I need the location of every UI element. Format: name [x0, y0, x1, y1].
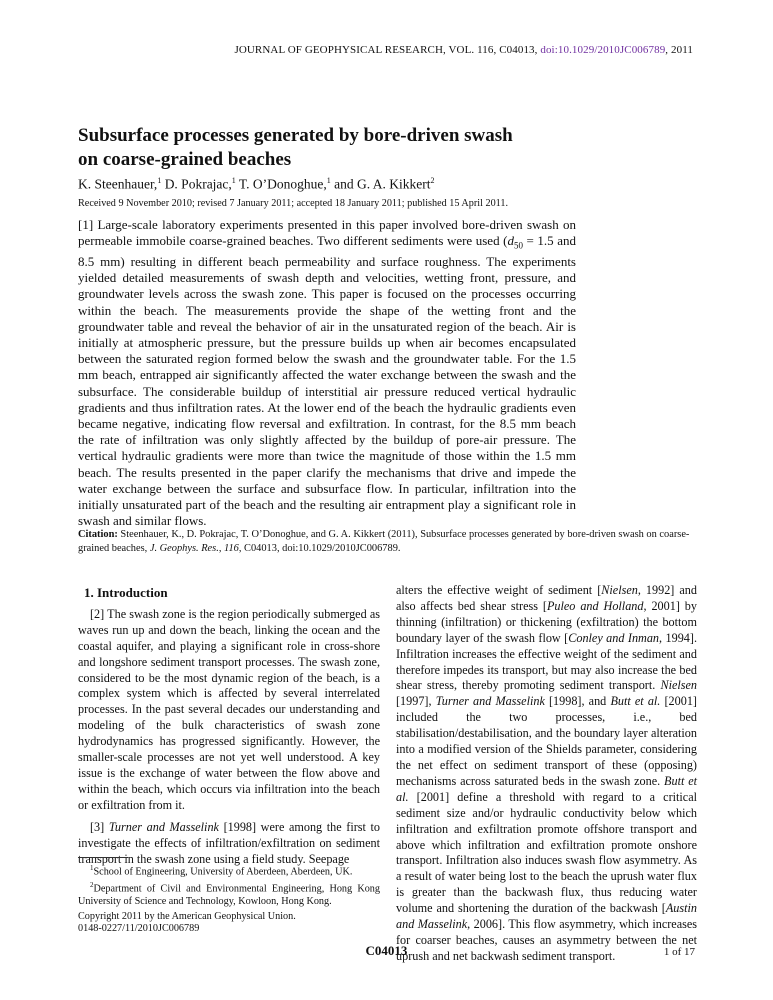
footnotes: [78, 862, 380, 908]
paragraph-text: , 1994]. Infiltration increases the effective weight of the sediment and therefore impedes its transport, but may also increase the bed shear stress, thereby promoting sediment transport.: [396, 630, 697, 693]
cited-authors: Butt et al.: [396, 773, 698, 804]
citation-sep: ,: [218, 543, 225, 554]
citation: [78, 528, 690, 556]
author-name: and G. A. Kikkert: [330, 176, 431, 192]
copyright-line: Copyright 2011 by the American Geophysical Union.: [78, 911, 296, 922]
author-name: K. Steenhauer,: [78, 176, 158, 192]
cited-authors: Nielsen: [601, 583, 638, 597]
citation-text: Steenhauer, K., D. Pokrajac, T. O’Donoghue, and G. A. Kikkert (2011), Subsurface processes generated by bore-driven swash on coarse-grained beaches,: [78, 529, 690, 554]
doi-link[interactable]: doi:10.1029/2010JC006789: [540, 44, 666, 56]
symbol-d: d: [507, 233, 514, 249]
paragraph-text: [2001] included the two processes, i.e., bed stabilisation/destabilisation, and the boundary layer alteration into a modified version of the Shields parameter, considering the net effect on sediment transport of these (opposing) mechanisms across saturated beds in the swash zone.: [396, 694, 697, 788]
citation-label: Citation:: [78, 529, 118, 540]
footnote-2: [78, 879, 380, 908]
left-column: [78, 585, 380, 873]
paragraph-text: alters the effective weight of sediment [: [396, 583, 602, 597]
journal-header: [80, 44, 693, 56]
abstract-text-rest: = 1.5 and 8.5 mm) resulting in different beach permeability and surface roughness. The experiments yielded detailed measurements of swash depth and velocities, wetting front, pressure, and groundwater levels across the swash zone. This paper is focused on the processes occurring within the beach. The measurements provide the shape of the wetting front and the groundwater table and reveal the behavior of air in the unsaturated region of the beach. Air is initially at atmospheric pressure, but the pressure builds up when air becomes encapsulated between the saturated region formed below the swash and the groundwater table. For the 1.5 mm beach, entrapped air significantly affected the water exchange between the swash and the subsurface. The considerable buildup of interstitial air pressure reduced vertical hydraulic gradients and thus infiltration rates. At the lower end of the beach the hydraulic gradients even became negative, indicating flow reversal and exfiltration. In contrast, for the 8.5 mm beach the rate of infiltration was only slightly affected by the buildup of pore-air pressure. The vertical hydraulic gradients were more than twice the magnitude of those within the 1.5 mm beach. The results presented in the paper clarify the mechanisms that drive and impede the water exchange between the surface and subsurface flow. In particular, infiltration into the initially unsaturated part of the beach and the resulting air entrapment play a significant role in swash and similar flows.: [78, 233, 576, 529]
paragraph-text: , 2006]. This flow asymmetry, which increases for coarser beaches, causes an asymmetry between the net uprush and net backwash sediment transport.: [396, 917, 698, 963]
footnote-text: School of Engineering, University of Aberdeen, Aberdeen, UK.: [93, 866, 353, 878]
cited-authors: Turner and Masselink: [435, 694, 545, 709]
author-name: T. O’Donoghue,: [235, 176, 327, 192]
paragraph-text: [2001] define a threshold with regard to a critical sediment size and/or hydraulic conductivity below which infiltration and exfiltration promote offshore transport and above which infiltration and exfiltration promote onshore transport. Infiltration also induces swash flow asymmetry. As a result of water being lost to the beach the uprush water flux is greater than the backwash flux, thus reducing water volume and shortening the duration of the backwash [: [396, 789, 697, 916]
author-name: D. Pokrajac,: [161, 176, 232, 192]
paper-title: [78, 124, 638, 172]
cited-authors: Puleo and Holland: [546, 598, 644, 613]
title-line-1: Subsurface processes generated by bore-driven swash: [78, 125, 513, 146]
journal-name: JOURNAL OF GEOPHYSICAL RESEARCH, VOL. 116, C04013,: [234, 44, 541, 56]
title-line-2: on coarse-grained beaches: [78, 149, 292, 170]
footnote-text: Department of Civil and Environmental Engineering, Hong Kong University of Science and Technology, Kowloon, Hong Kong.: [78, 883, 380, 907]
affiliation-mark: 1: [157, 176, 162, 185]
paragraph-text: [1998] were among the first to investigate the effects of infiltration/exfiltration on sediment transport in the swash zone using a field study. Seepage: [78, 819, 380, 866]
cited-authors: Conley and Inman: [568, 630, 660, 645]
right-column: [396, 583, 697, 965]
journal-year: , 2011: [665, 44, 693, 56]
footnote-divider: [78, 857, 128, 858]
cited-authors: Austin and Masselink: [396, 901, 697, 932]
footnote-mark: 1: [90, 864, 94, 872]
paragraph-marker: [1]: [78, 217, 94, 232]
abstract: [78, 217, 576, 529]
affiliation-mark: 1: [326, 176, 331, 185]
paragraph-text: , 1992] and also affects bed shear stress [: [396, 583, 697, 613]
paragraph-marker: [3]: [90, 819, 109, 834]
paragraph-text: , 2001] by thinning (infiltration) or thickening (exfiltration) the bottom boundary layer of the swash flow [: [396, 598, 697, 645]
footnote-1: [78, 862, 380, 879]
cited-authors: Butt et al.: [610, 694, 661, 709]
affiliation-mark: 1: [231, 176, 236, 185]
intro-paragraph-1: [2] The swash zone is the region periodically submerged as waves run up and down the beach, linking the ocean and the coastal aquifer, and playing a significant role in cross-shore and longshore sediment transport processes. The swash zone, considered to be the most dynamic region of the beach, is a complex system which is affected by several interrelated processes. In the past several decades our understanding and modeling of the bulk characteristics of swash zone hydrodynamics has progressed significantly. However, the smaller-scale processes are not yet well understood. A key issue is the exchange of water between the flow above and within the beach, which occurs via infiltration into the beach or exfiltration from it.: [78, 606, 380, 812]
paragraph-text: [1998], and: [544, 694, 611, 709]
paragraph-text: [1997],: [396, 694, 436, 709]
citation-rest: , C04013, doi:10.1029/2010JC006789.: [238, 543, 401, 554]
affiliation-mark: 2: [430, 176, 435, 185]
section-heading: 1. Introduction: [84, 585, 168, 600]
abstract-text-start: Large-scale laboratory experiments presented in this paper involved bore-driven swash on permeable immobile coarse-grained beaches. Two different sediments were used (: [78, 217, 576, 249]
copyright: [78, 911, 380, 936]
received-dates: Received 9 November 2010; revised 7 January 2011; accepted 18 January 2011; published 15 April 2011.: [78, 198, 509, 209]
author-list: [78, 176, 678, 193]
citation-volume: 116: [224, 543, 239, 554]
symbol-subscript: 50: [513, 240, 523, 251]
footnote-mark: 2: [90, 880, 94, 889]
intro-paragraph-2: [78, 820, 380, 868]
citation-journal: J. Geophys. Res.: [149, 543, 219, 554]
issn-line: 0148-0227/11/2010JC006789: [78, 923, 200, 935]
page-number: 1 of 17: [663, 946, 695, 958]
article-code: C04013: [365, 943, 408, 958]
cited-authors: Nielsen: [660, 678, 697, 693]
cited-authors: Turner and Masselink: [108, 819, 219, 834]
